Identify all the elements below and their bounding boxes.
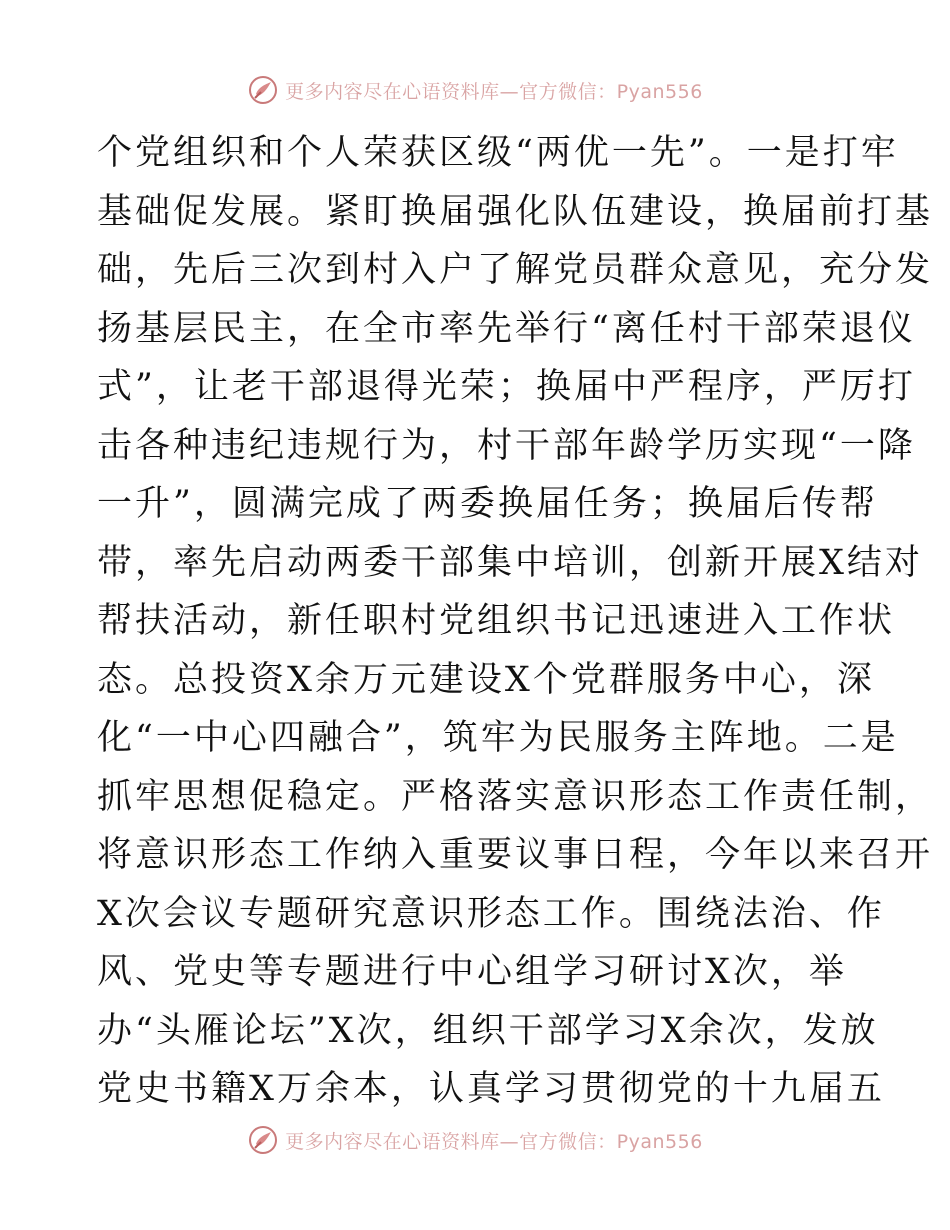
text-line: 扬基层民主，在全市率先举行“离任村干部荣退仪 [97, 308, 916, 349]
text-line: 帮扶活动，新任职村党组织书记迅速进入工作状 [97, 601, 896, 641]
document-body [97, 124, 934, 1119]
rose-pen-logo-icon [247, 1124, 279, 1156]
text-line: 抓牢思想促稳定。严格落实意识形态工作责任制， [97, 776, 934, 817]
watermark-text: 更多内容尽在心语资料库—官方微信：Pyan556 [285, 80, 703, 103]
header-watermark [0, 70, 950, 110]
rose-pen-logo-icon [247, 74, 279, 106]
watermark-text: 更多内容尽在心语资料库—官方微信：Pyan556 [285, 1130, 703, 1153]
text-line: 击各种违纪违规行为，村干部年龄学历实现“一降 [97, 425, 916, 466]
text-line: 态。总投资X余万元建设X个党群服务中心，深 [97, 659, 875, 700]
text-line: 础，先后三次到村入户了解党员群众意见，充分发 [97, 250, 934, 290]
footer-watermark [0, 1120, 950, 1160]
text-line: 式”，让老干部退得光荣；换届中严程序，严厉打 [97, 367, 916, 407]
text-line: 带，率先启动两委干部集中培训，创新开展X结对 [97, 542, 923, 583]
text-line: X次会议专题研究意识形态工作。围绕法治、作 [97, 893, 885, 934]
text-line: 风、党史等专题进行中心组学习研讨X次，举 [97, 952, 847, 992]
text-line: 个党组织和个人荣获区级“两优一先”。一是打牢 [97, 133, 899, 173]
text-line: 基础促发展。紧盯换届强化队伍建设，换届前打基 [97, 191, 934, 232]
text-line: 一升”，圆满完成了两委换届任务；换届后传帮 [97, 484, 878, 524]
text-line: 办“头雁论坛”X次，组织干部学习X余次，发放 [97, 1010, 879, 1051]
text-line: 化“一中心四融合”，筑牢为民服务主阵地。二是 [97, 718, 899, 758]
text-line: 党史书籍X万余本，认真学习贯彻党的十九届五 [97, 1069, 885, 1109]
text-line: 将意识形态工作纳入重要议事日程，今年以来召开 [97, 835, 934, 875]
